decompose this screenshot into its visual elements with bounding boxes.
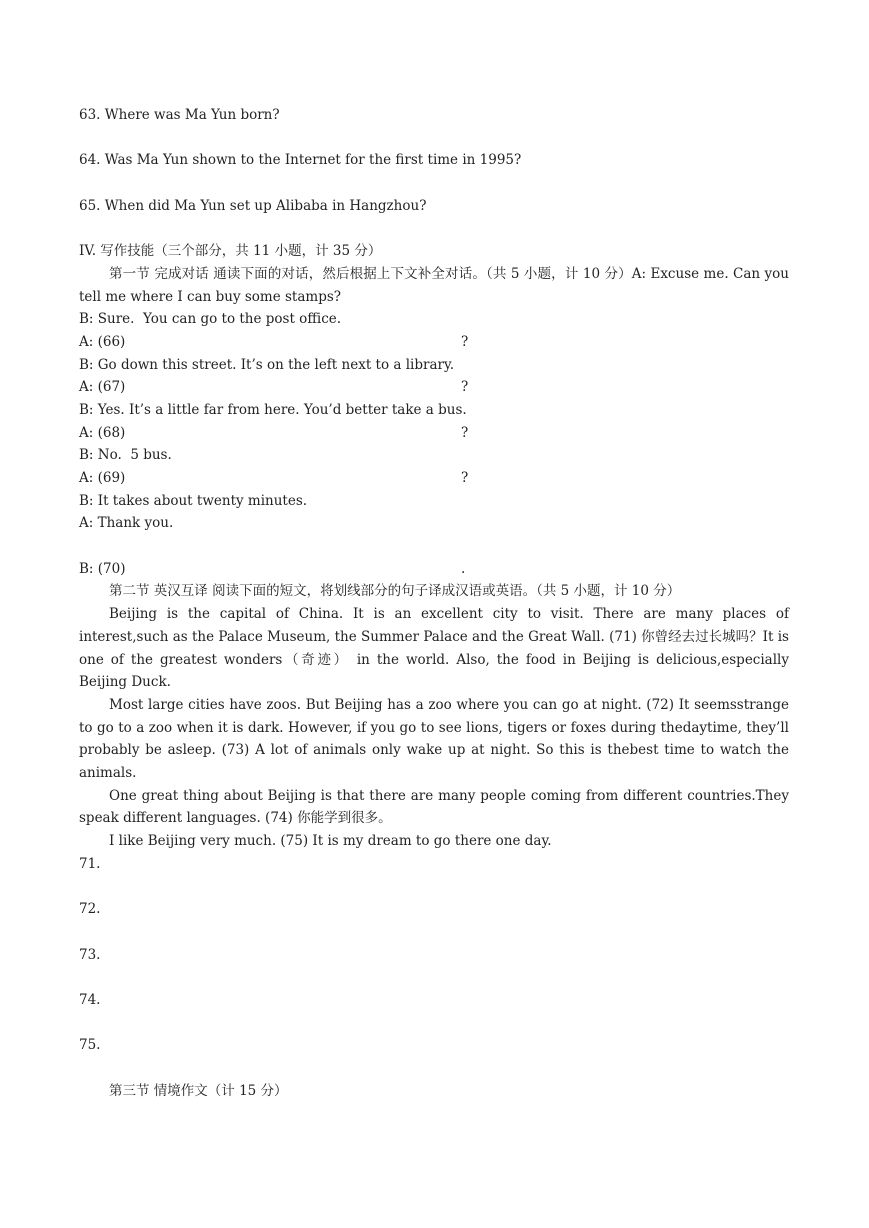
dialogue-line-70: B: (70) . [79,558,789,581]
question-64: 64. Was Ma Yun shown to the Internet for the first time in 1995? [79,152,522,169]
blank-70-mark: . [461,560,466,577]
passage-paragraph-1: Beijing is the capital of China. It is an excellent city to visit. There are many places of interest,such as the Palace Museum, the Summer Palace and the Great Wall. (71) 你曾经去过长城吗？It is one of the greatest wonders（奇迹） in the world. Also, the food in Beijing is delicious,especially Beijing Duck. [79,606,789,691]
section-iv-heading: IV. 写作技能（三个部分，共 11 小题，计 35 分） [79,243,382,260]
dialogue-line: A: Thank you. [79,515,174,532]
answer-number-74: 74. [79,992,101,1009]
part3-heading: 第三节 情境作文（计 15 分） [109,1082,288,1099]
blank-68-mark: ? [461,424,469,441]
dialogue-line: A: (66) ? [79,331,789,354]
answer-number-75: 75. [79,1037,101,1054]
worksheet-page [79,104,789,1102]
question-63: 63. Where was Ma Yun born? [79,107,280,123]
passage-paragraph-2: Most large cities have zoos. But Beijing has a zoo where you can go at night. (72) It seemsstrange to go to a zoo when it is dark. However, if you go to see lions, tigers or foxes during thedaytime, they’ll probably be asleep. (73) A lot of animals only wake up at night. So this is thebest time to watch the animals. [79,696,789,782]
blank-69-mark: ? [461,470,469,487]
blank-66-mark: ? [461,333,469,350]
answer-number-71: 71. [79,855,101,872]
dialogue-line: A: (69) ? [79,467,789,490]
part2-heading: 第二节 英汉互译 阅读下面的短文，将划线部分的句子译成汉语或英语。（共 5 小题，计 10 分） [109,583,681,600]
dialogue-line: B: Yes. It’s a little far from here. You’d better take a bus. [79,401,467,418]
passage-paragraph-3: One great thing about Beijing is that there are many people coming from different countries.They speak different languages. (74) 你能学到很多。 [79,787,789,827]
answer-number-72: 72. [79,901,101,918]
dialogue-line: B: Go down this street. It’s on the left next to a library. [79,356,455,373]
dialogue-line: A: (67) ? [79,376,789,399]
dialogue-line: B: Sure. You can go to the post office. [79,311,342,328]
dialogue-line: B: It takes about twenty minutes. [79,492,308,509]
passage-paragraph-4: I like Beijing very much. (75) It is my dream to go there one day. [109,833,552,850]
dialogue-line: B: No. 5 bus. [79,447,172,464]
part1-intro: 第一节 完成对话 通读下面的对话，然后根据上下文补全对话。（共 5 小题，计 10 分）A: Excuse me. Can you tell me where I can buy some stamps? [79,265,789,305]
question-65: 65. When did Ma Yun set up Alibaba in Hangzhou? [79,197,427,214]
dialogue-line: A: (68) ? [79,422,789,445]
dialogue [79,308,789,580]
blank-67-mark: ? [461,379,469,396]
answer-number-73: 73. [79,946,101,963]
